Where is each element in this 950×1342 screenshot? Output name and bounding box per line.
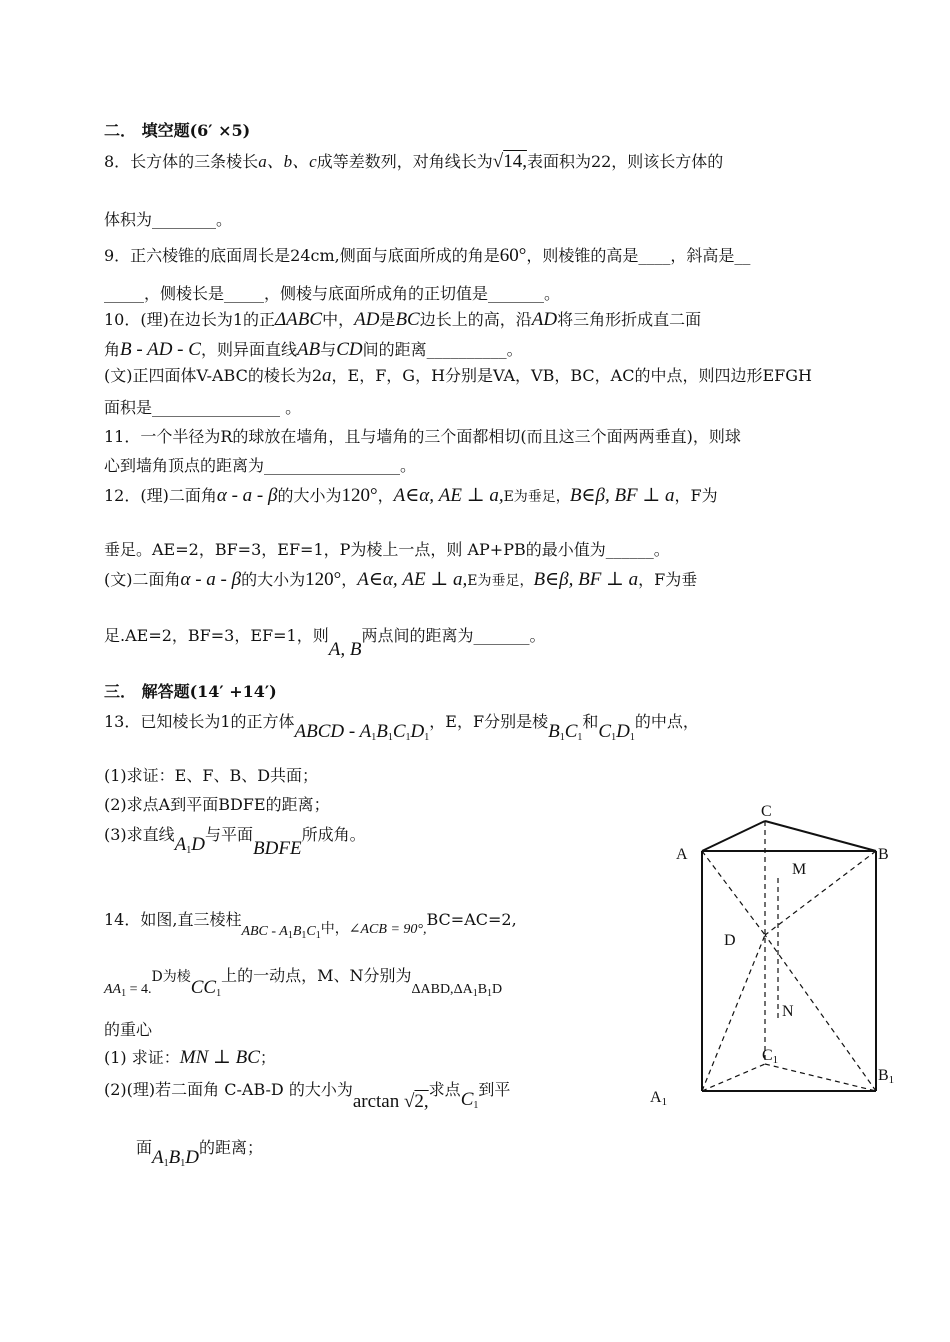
label-c: C (761, 803, 772, 820)
q14-line1: 14．如图,直三棱柱ABC - $A_1B_1C_1$中，∠ACB = 90°,BC=AC=2, (104, 910, 517, 941)
segment-ad (702, 851, 765, 935)
edge-a1c1 (702, 1064, 765, 1091)
segment-bd (765, 851, 876, 935)
q10-wen-line1: (文)正四面体V-ABC的棱长为2a，E，F，G，H分别是VA，VB，BC，AC的中点，则四边形EFGH (104, 365, 812, 386)
label-a1: A1 (650, 1089, 668, 1108)
label-d: D (724, 932, 736, 949)
label-a: A (676, 846, 688, 863)
q14-line2: $AA_1 = 4.D$为棱$CC_1$上的一动点，M、N分别为$\Delta ABD,\Delta A_1B_1D$ (104, 966, 503, 999)
q10-line1: 10．(理)在边长为1的正ΔABC中，AD是BC边长上的高，沿AD将三角形折成直二面 (104, 309, 702, 330)
q9-line1: 9．正六棱锥的底面周长是24cm,侧面与底面所成的角是60°，则棱锥的高是____，斜高是__ (104, 245, 751, 266)
q12-line2: 垂足。AE=2，BF=3，EF=1，P为棱上一点，则 AP+PB的最小值为______。 (104, 540, 670, 559)
q12-line1: 12．(理)二面角α - a - β的大小为120°，A∈α, AE ⊥ a,E为垂足，B∈β, BF ⊥ a，F为 (104, 485, 718, 506)
q13-part1: (1)求证：E、F、B、D共面； (104, 766, 319, 785)
q8-line1: 8．长方体的三条棱长a、b、c成等差数列，对角线长为√14,表面积为22，则该长方体的 (104, 151, 724, 172)
q14-part2: (2)(理)若二面角 C-AB-D 的大小为arctan √2,求点$C_1$到平 (104, 1080, 511, 1112)
q13-part3: (3)求直线$A_1D$与平面BDFE所成角。 (104, 825, 366, 859)
q11-line2: 心到墙角顶点的距离为_________________。 (104, 456, 417, 475)
label-n: N (782, 1003, 794, 1020)
label-b1: B1 (878, 1067, 895, 1086)
q8-line2: 体积为________。 (104, 210, 233, 229)
q14-part3: 面$A_1B_1D$的距离； (136, 1138, 263, 1169)
q10-line2: 角B - AD - C，则异面直线AB与CD间的距离__________。 (104, 339, 523, 360)
q10-wen-line2: 面积是________________ 。 (104, 398, 302, 417)
label-c1: C1 (762, 1047, 779, 1066)
answer-section-heading: 三． 解答题(14′ +14′) (104, 682, 277, 701)
q14-line3: 的重心 (104, 1020, 153, 1039)
fill-section-heading: 二． 填空题(6′ ×5) (104, 121, 251, 140)
q12-wen-line2: 足.AE=2，BF=3，EF=1，则A, B两点间的距离为_______。 (104, 626, 546, 660)
q11-line1: 11．一个半径为R的球放在墙角，且与墙角的三个面都相切(而且这三个面两两垂直)，则球 (104, 427, 741, 446)
q13-part2: (2)求点A到平面BDFE的距离； (104, 795, 330, 814)
edge-cb (765, 821, 876, 851)
q12-wen-line1: (文)二面角α - a - β的大小为120°，A∈α, AE ⊥ a,E为垂足，B∈β, BF ⊥ a，F为垂 (104, 569, 698, 590)
q14-part1: (1) 求证：MN ⊥ BC； (104, 1047, 276, 1068)
edge-ac (702, 821, 765, 851)
q9-line2: _____，侧棱长是_____，侧棱与底面所成角的正切值是_______。 (104, 284, 561, 303)
q13-line1: 13．已知棱长为1的正方体ABCD - $A_1B_1C_1D_1$，E，F分别是棱$B_1C_1$和$C_1D_1$的中点， (104, 712, 699, 743)
prism-figure (650, 798, 910, 1118)
label-m: M (792, 861, 807, 878)
label-b: B (878, 846, 889, 863)
